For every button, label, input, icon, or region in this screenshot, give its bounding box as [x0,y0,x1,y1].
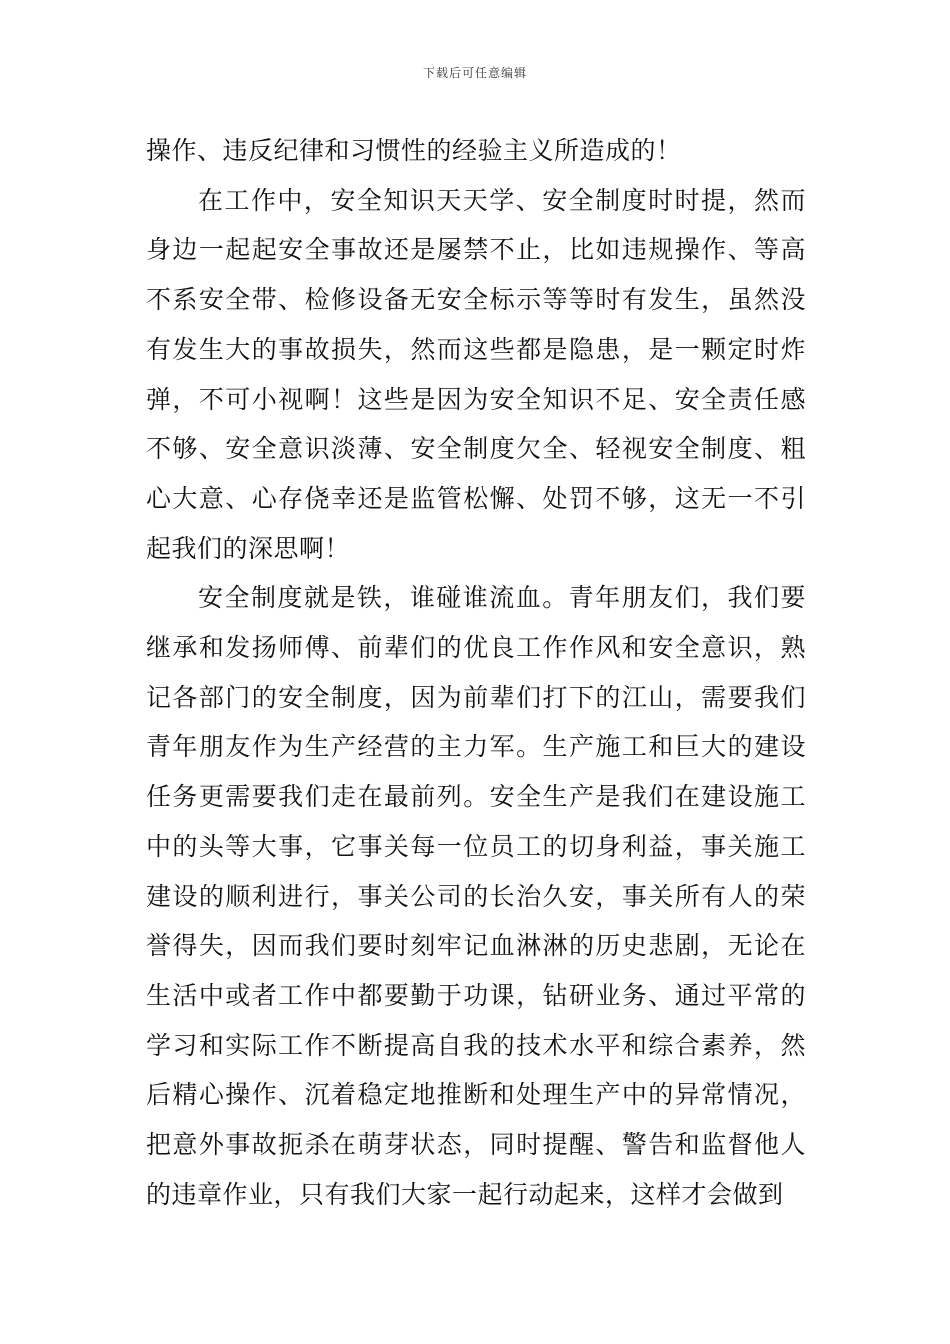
page-header: 下载后可任意编辑 [422,66,527,80]
paragraph-continuation: 操作、违反纪律和习惯性的经验主义所造成的！ [146,136,682,165]
paragraph-safety-rules: 安全制度就是铁，谁碰谁流血。青年朋友们，我们要继承和发扬师傅、前辈们的优良工作作风和安全意识，熟记各部门的安全制度，因为前辈们打下的江山，需要我们青年朋友作为生产经营的主力军。生产施工和巨大的建设任务更需要我们走在最前列。安全生产是我们在建设施工中的头等大事，它事关每一位员工的切身利益，事关施工建设的顺利进行，事关公司的长治久安，事关所有人的荣誉得失，因而我们要时刻牢记血淋淋的历史悲剧，无论在生活中或者工作中都要勤于功课，钻研业务、通过平常的学习和实际工作不断提高自我的技术水平和综合素养，然后精心操作、沉着稳定地推断和处理生产中的异常情况，把意外事故扼杀在萌芽状态，同时提醒、警告和监督他人的违章作业，只有我们大家一起行动起来，这样才会做到 [146,583,806,1209]
paragraph-safety-knowledge: 在工作中，安全知识天天学、安全制度时时提，然而身边一起起安全事故还是屡禁不止，比如违规操作、等高不系安全带、检修设备无安全标示等等时有发生，虽然没有发生大的事故损失，然而这些都是隐患，是一颗定时炸弹，不可小视啊！这些是因为安全知识不足、安全责任感不够、安全意识淡薄、安全制度欠全、轻视安全制度、粗心大意、心存侥幸还是监管松懈、处罚不够，这无一不引起我们的深思啊！ [146,185,806,563]
document-body [146,126,806,1219]
